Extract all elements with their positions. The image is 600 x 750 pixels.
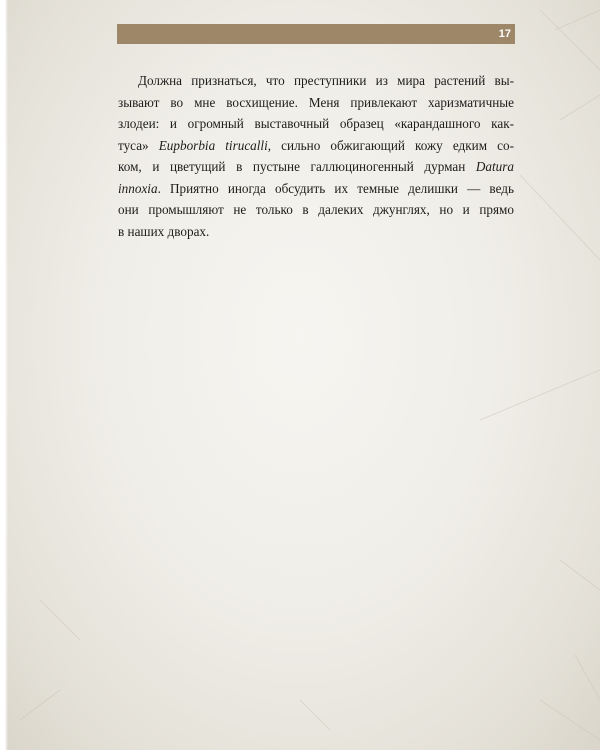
page-edge xyxy=(0,0,8,750)
text-line: туса» Eupborbia tirucalli, сильно обжигающий кожу едким со- xyxy=(118,137,514,153)
latin-species-name: Datura xyxy=(475,159,514,174)
header-bar xyxy=(117,24,515,44)
latin-species-name: Eupborbia tirucalli xyxy=(158,137,268,153)
latin-species-name: innoxia xyxy=(118,180,158,196)
text-line: они промышляют не только в далеких джунглях, но и прямо xyxy=(118,202,514,217)
text-line: зывают во мне восхищение. Меня привлекают харизматичные xyxy=(118,94,514,110)
text-line: ком, и цветущий в пустыне галлюциногенный дурман Datura xyxy=(118,159,514,174)
text-line: innoxia. Приятно иногда обсудить их темные делишки — ведь xyxy=(118,180,514,196)
page-number: 17 xyxy=(498,28,511,40)
text-line: злодеи: и огромный выставочный образец «карандашного как- xyxy=(118,116,514,131)
body-paragraph xyxy=(118,70,514,242)
text-line: Должна признаться, что преступники из мира растений вы- xyxy=(138,73,514,88)
text-line: в наших дворах. xyxy=(118,223,210,239)
